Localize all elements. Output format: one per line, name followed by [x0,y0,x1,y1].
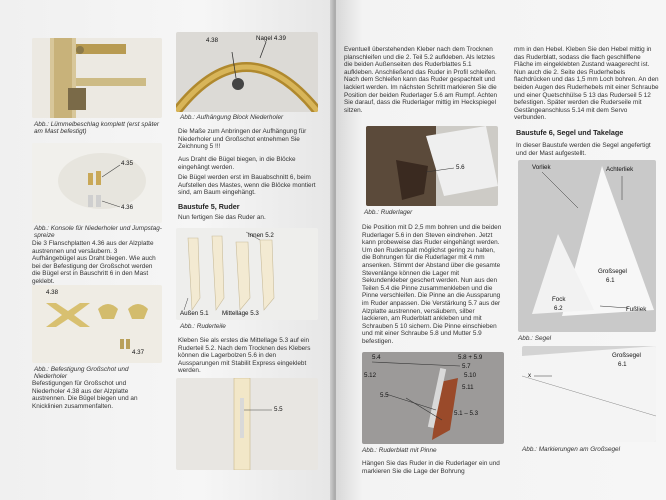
photo-markierungen [522,346,656,442]
photo-ruderlager [366,126,498,206]
caption-markierungen: Abb.: Markierungen am Großsegel [522,446,621,453]
label-438: 4.38 [46,289,59,296]
caption-ruderblatt: Abb.: Ruderblatt mit Pinne [362,447,437,454]
label-grosssegel: Großsegel [598,268,627,275]
label-436: 4.36 [121,204,134,211]
photo-segel [518,160,656,332]
photo-ruderblatt-pinne [362,352,504,444]
label-57: 5.7 [462,363,471,370]
caption-aufhaengung: Abb.: Aufhängung Block Niederholer [180,114,284,121]
text-bohren: Die Position mit D 2,5 mm bohren und die beiden Ruderlager 5.6 in den Steven eindrehen. Jetzt kann probeweise das Ruder eingehängt werden. Um den Ruderspalt möglichst gering zu halten, die Bohrungen für die Ruderlager mit 4 mm ansenken. Stimmt der Abstand über die gesamte Stevenlänge können die Lager mit Sekundenkleber geschert werden. Nun aus den Teilen 5.4 die Pinne zusammenkleben und die Pinne verschleifen. Die Pinne an die Aussparung im Ruder anpassen. Die Verstärkung 5.7 aus der Alzplatte austrennen, versäubern, silber lackieren, am Ruderblatt ankleben und mit Schrauben 5 10 sichern. Die Pinne einschieben und mit einer Schraube 5.8 und Mutter 5.9 befestigen. [362,224,502,345]
text-draht: Aus Draht die Bügel biegen, in die Blöcke eingehängt werden. [178,156,296,171]
label-vorliek: Vorliek [532,164,551,171]
label-achterliek: Achterliek [606,166,634,173]
caption-ruderlager: Abb.: Ruderlager [364,209,413,216]
label-x: x [528,372,532,379]
label-58-59: 5.8 + 5.9 [458,354,483,361]
text-befestigungen: Befestigungen für Großschot und Niederholer 4.38 aus der Alzplatte austrennen. Die Bügel biegen und an Knicklinien zusammenfalten. [32,380,138,410]
label-55: 5.5 [274,406,283,413]
label-mittellage: Mittellage 5.3 [222,310,259,317]
text-mittellage: Kleben Sie als erstes die Mittellage 5.3 auf ein Ruderteil 5.2. Nach dem Trocknen des Klebers können die Lagerbolzen 5.6 in den Aussparungen mit Stabilit Express eingeklebt werden. [178,337,311,375]
label-fock: Fock [552,296,566,303]
photo-aufhaengung [176,32,318,112]
caption-befestigung: Abb.: Befestigung Großschot und Niederholer [34,366,129,381]
photo-konsole [32,143,162,223]
label-61-2: 6.1 [618,361,627,368]
label-435: 4.35 [121,160,134,167]
text-einhaengen: Hängen Sie das Ruder in die Ruderlager ein und markieren Sie die Lage der Bohrung [362,460,500,475]
label-62: 6.2 [554,305,563,312]
photo-luemmelbeschlag [32,38,162,118]
heading-baustufe5: Baustufe 5, Ruder [178,202,240,211]
label-grosssegel-2: Großsegel [612,352,641,359]
label-innen: Innen 5.2 [248,232,274,239]
label-61: 6.1 [606,277,615,284]
text-buegel: Die Bügel werden erst im Bauabschnitt 6, beim Aufstellen des Mastes, wenn die Blöcke montiert sind, am Baum eingehängt. [178,174,316,197]
caption-segel: Abb.: Segel [518,335,552,342]
label-nagel: Nagel 4.39 [256,35,286,42]
right-page [336,0,666,500]
caption-konsole: Abb.: Konsole für Niederholer und Jumpstag-spreize [34,225,162,240]
photo-befestigung [32,285,162,363]
heading-baustufe6: Baustufe 6, Segel und Takelage [516,128,624,137]
label-54: 5.4 [372,354,381,361]
photo-ruder-bolzen [176,378,318,470]
label-fussliek: Fußliek [626,306,647,313]
text-flanschplatten: Die 3 Flanschplatten 4.36 aus der Alzplatte austrennen und versäubern. 3 Aufhängebügel aus Draht biegen. Wie auch bei der Befestigung der Großschot werden die Bügel erst in Bauschritt 6 in den Mast geklebt. [32,240,156,285]
label-aussen: Außen 5.1 [180,310,209,317]
label-438-block: 4.38 [206,37,219,44]
text-planschleifen: Eventuell überstehenden Kleber nach dem Trocknen planschleifen und die 2. Teil 5.2 aufkleben. Als letztes die beiden Außenseiten des Ruderblattes 5.1 aufkleben. Anschließend das Ruder in Profil schleifen. Nach dem Schleifen kann das Ruder gespachtelt und lackiert werden. Im nächsten Schritt markieren Sie die Position der beiden Ruderlager 5.6 am Rumpf. Achten Sie darauf, dass die Ruderlager mittig im Heckspiegel sitzen. [344,46,498,114]
text-masse: Die Maße zum Anbringen der Aufhängung für Niederholer und Großschot entnehmen Sie Zeichnung 5 !!! [178,128,307,151]
photo-ruderteile [176,228,318,320]
text-hebel: mm in den Hebel. Kleben Sie den Hebel mittig in das Ruderblatt, sodass die flach geschliffene Fläche im eingeklebten Zustand waagerecht ist. Nun auch die 2. Seite des Ruderhebels flachdrücken und das 1,5 mm Loch bohren. An den beiden Augen des Ruderhebels mit einer Schraube und einer Quetschhülse 5 13 das Ruderseil 5 12 befestigen. Später werden die Ruderseile mit Gestängeanschluss 5.14 mit dem Servo verbunden. [514,46,659,122]
label-56: 5.6 [456,164,465,171]
text-segel-angefertigt: In dieser Baustufe werden die Segel angefertigt und der Mast aufgestellt. [516,142,651,157]
label-510: 5.10 [464,372,477,379]
label-437: 4.37 [132,349,145,356]
caption-ruderteile: Abb.: Ruderteile [180,323,226,330]
label-55-right: 5.5 [380,392,389,399]
label-512: 5.12 [364,372,377,379]
caption-luemmelbeschlag: Abb.: Lümmelbeschlag komplett (erst später am Mast befestigt) [34,121,160,136]
text-ruder-an: Nun fertigen Sie das Ruder an. [178,214,266,221]
label-511: 5.11 [462,384,474,391]
label-51-53: 5.1 – 5.3 [454,410,479,417]
